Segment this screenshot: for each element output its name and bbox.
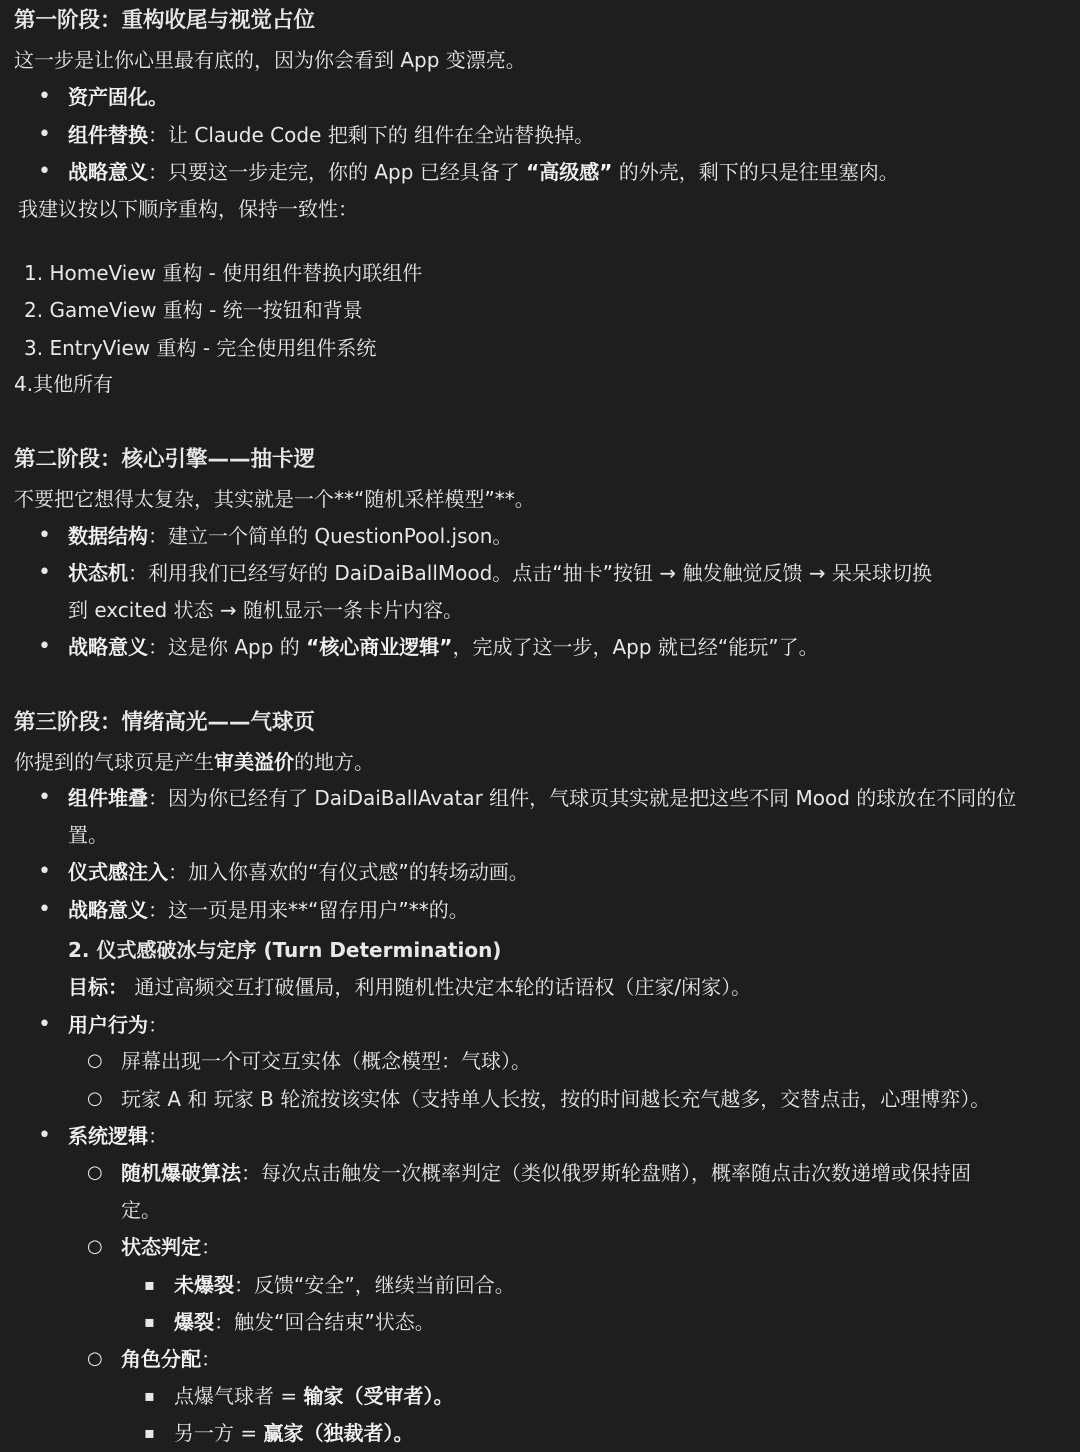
list-item: • 资产固化。 (68, 82, 168, 112)
section-heading: 第三阶段：情绪高光——气球页 (14, 710, 316, 735)
sub-sub-list-item: ▪ 未爆裂：反馈“安全”，继续当前回合。 (174, 1270, 515, 1300)
list-item: • 状态机：利用我们已经写好的 DaiDaiBallMood。点击“抽卡”按钮 → 触发触觉反馈 → 呆呆球切换 (68, 558, 932, 588)
list-item: • 战略意义：这一页是用来**“留存用户”**的。 (68, 895, 469, 925)
section-heading: 第二阶段：核心引擎——抽卡逻 (14, 447, 316, 472)
paragraph: 你提到的气球页是产生审美溢价的地方。 (14, 750, 374, 774)
ordered-list-item: 1. HomeView 重构 - 使用组件替换内联组件 (24, 261, 423, 285)
list-item: • 组件堆叠：因为你已经有了 DaiDaiBallAvatar 组件，气球页其实就是把这些不同 Mood 的球放在不同的位 (68, 783, 1016, 813)
sub-sub-list-item: ▪ 另一方 = 赢家（独裁者）。 (174, 1418, 413, 1448)
sub-list-item: ○ 玩家 A 和 玩家 B 轮流按该实体（支持单人长按，按的时间越长充气越多，交替点击，心理博弈）。 (121, 1084, 990, 1114)
sub-sub-list-item: ▪ 爆裂：触发“回合结束”状态。 (174, 1307, 435, 1337)
ordered-list-item: 3. EntryView 重构 - 完全使用组件系统 (24, 336, 377, 360)
list-item: • 组件替换：让 Claude Code 把剩下的 组件在全站替换掉。 (68, 120, 594, 150)
paragraph: 我建议按以下顺序重构，保持一致性： (18, 197, 358, 221)
list-item: • 系统逻辑： (68, 1121, 168, 1151)
sub-list-item: ○ 屏幕出现一个可交互实体（概念模型：气球）。 (121, 1046, 531, 1076)
list-item-continuation: 定。 (121, 1198, 161, 1222)
sub-heading: 2. 仪式感破冰与定序 (Turn Determination) (68, 938, 502, 962)
sub-list-item: ○ 状态判定： (121, 1232, 221, 1262)
list-item: • 数据结构：建立一个简单的 QuestionPool.json。 (68, 521, 512, 551)
list-item-continuation: 置。 (68, 823, 108, 847)
paragraph: 目标： 通过高频交互打破僵局，利用随机性决定本轮的话语权（庄家/闲家）。 (68, 975, 752, 999)
sub-list-item: ○ 随机爆破算法：每次点击触发一次概率判定（类似俄罗斯轮盘赌），概率随点击次数递增或保持固 (121, 1158, 971, 1188)
paragraph: 不要把它想得太复杂，其实就是一个**“随机采样模型”**。 (14, 487, 535, 511)
list-item: • 战略意义：只要这一步走完，你的 App 已经具备了 “高级感” 的外壳，剩下的只是往里塞肉。 (68, 157, 899, 187)
sub-sub-list-item: ▪ 点爆气球者 = 输家（受审者）。 (174, 1381, 453, 1411)
list-item: • 用户行为： (68, 1010, 168, 1040)
list-item: • 战略意义：这是你 App 的 “核心商业逻辑”，完成了这一步，App 就已经“能玩”了。 (68, 632, 819, 662)
list-item: • 仪式感注入：加入你喜欢的“有仪式感”的转场动画。 (68, 857, 529, 887)
paragraph: 这一步是让你心里最有底的，因为你会看到 App 变漂亮。 (14, 48, 526, 72)
section-heading: 第一阶段：重构收尾与视觉占位 (14, 8, 316, 33)
sub-list-item: ○ 角色分配： (121, 1344, 221, 1374)
list-item-continuation: 到 excited 状态 → 随机显示一条卡片内容。 (68, 598, 464, 622)
ordered-list-item: 2. GameView 重构 - 统一按钮和背景 (24, 298, 363, 322)
ordered-list-item: 4.其他所有 (14, 372, 114, 396)
